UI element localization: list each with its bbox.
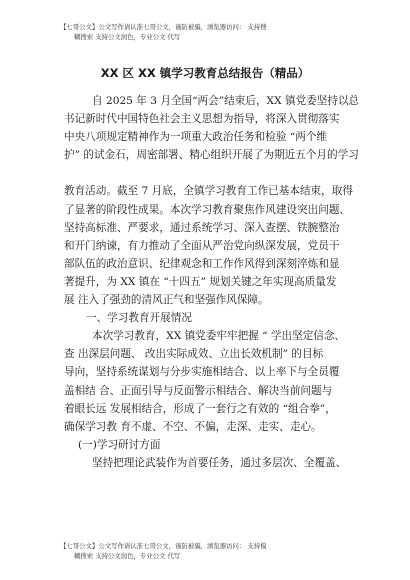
body-line: 和开门纳谏，有力推动了全面从严治党向纵深发展，党员干 (64, 239, 340, 252)
body-line: 教育活动。截至 7 月底，全镇学习教育工作已基本结束，取得 (64, 185, 353, 198)
section-heading: 一、学习教育开展情况 (86, 312, 192, 325)
body-line: 了显著的阶段性成果。本次学习教育聚焦作风建设突出问题、 (64, 203, 351, 216)
header-line-2: 糊搜索 支持公文润色，专业公文 代写 (74, 33, 181, 41)
body-line: 导向，坚持系统谋划与分步实施相结合、以上率下与全员覆 (64, 366, 340, 379)
subsection-heading: (一)学习研讨方面 (78, 438, 161, 451)
header-line-1: 【七哥公文】公文写作请认准七哥公文，谨防被骗，浏览器访问： 支持搜 (60, 23, 267, 31)
document-body (64, 92, 360, 472)
body-line: 书记新时代中国特色社会主义思想为指导，将深入贯彻落实 (64, 113, 340, 126)
body-line: 坚持把理论武装作为首要任务，通过多层次、全覆盖、 (92, 456, 347, 469)
body-line: 著提升，为 XX 镇在 “十四五” 规划关键之年实现高质量发 (64, 275, 337, 288)
body-line: 部队伍的政治意识、纪律观念和工作作风得到深刻淬炼和显 (64, 257, 340, 270)
footer-line-1: 【七哥公文】公文写作请认准七哥公文，谨防被骗，浏览器访问： 支持模 (60, 542, 267, 550)
watermark-header (60, 22, 360, 42)
document-title: XX 区 XX 镇学习教育总结报告（精品） (100, 66, 310, 80)
body-line: 坚持高标准、严要求，通过系统学习、深入查摆、铁腕整治 (64, 221, 340, 234)
body-line: 盖相结 合、正面引导与反面警示相结合、解决当前问题与 (64, 384, 333, 397)
body-line: 中央八项规定精神作为一项重大政治任务和检验 “两个维 (64, 131, 328, 144)
watermark-footer (60, 541, 360, 561)
body-line: 本次学习教育，XX 镇党委牢牢把握 “ 学出坚定信念、 (92, 330, 346, 343)
footer-line-2: 糊搜索 支持公文润色，专业公文 代写 (74, 552, 181, 560)
body-line: 查 出深层问题、 改出实际成效、立出长效机制” 的目标 (64, 348, 324, 361)
body-line: 展 注入了强劲的清风正气和坚强作风保障。 (64, 294, 269, 307)
body-line: 确保学习教 育不虚、不空、不偏，走深、走实、走心。 (64, 420, 322, 433)
body-line-blank (64, 164, 360, 182)
body-line: 自 2025 年 3 月全国“两会”结束后，XX 镇党委坚持以总 (92, 95, 360, 107)
body-line: 护” 的试金石，周密部署、精心组织开展了为期近五个月的学习 (64, 149, 359, 162)
body-line: 着眼长远 发展相结合，形成了一套行之有效的 “组合拳”， (64, 402, 336, 415)
